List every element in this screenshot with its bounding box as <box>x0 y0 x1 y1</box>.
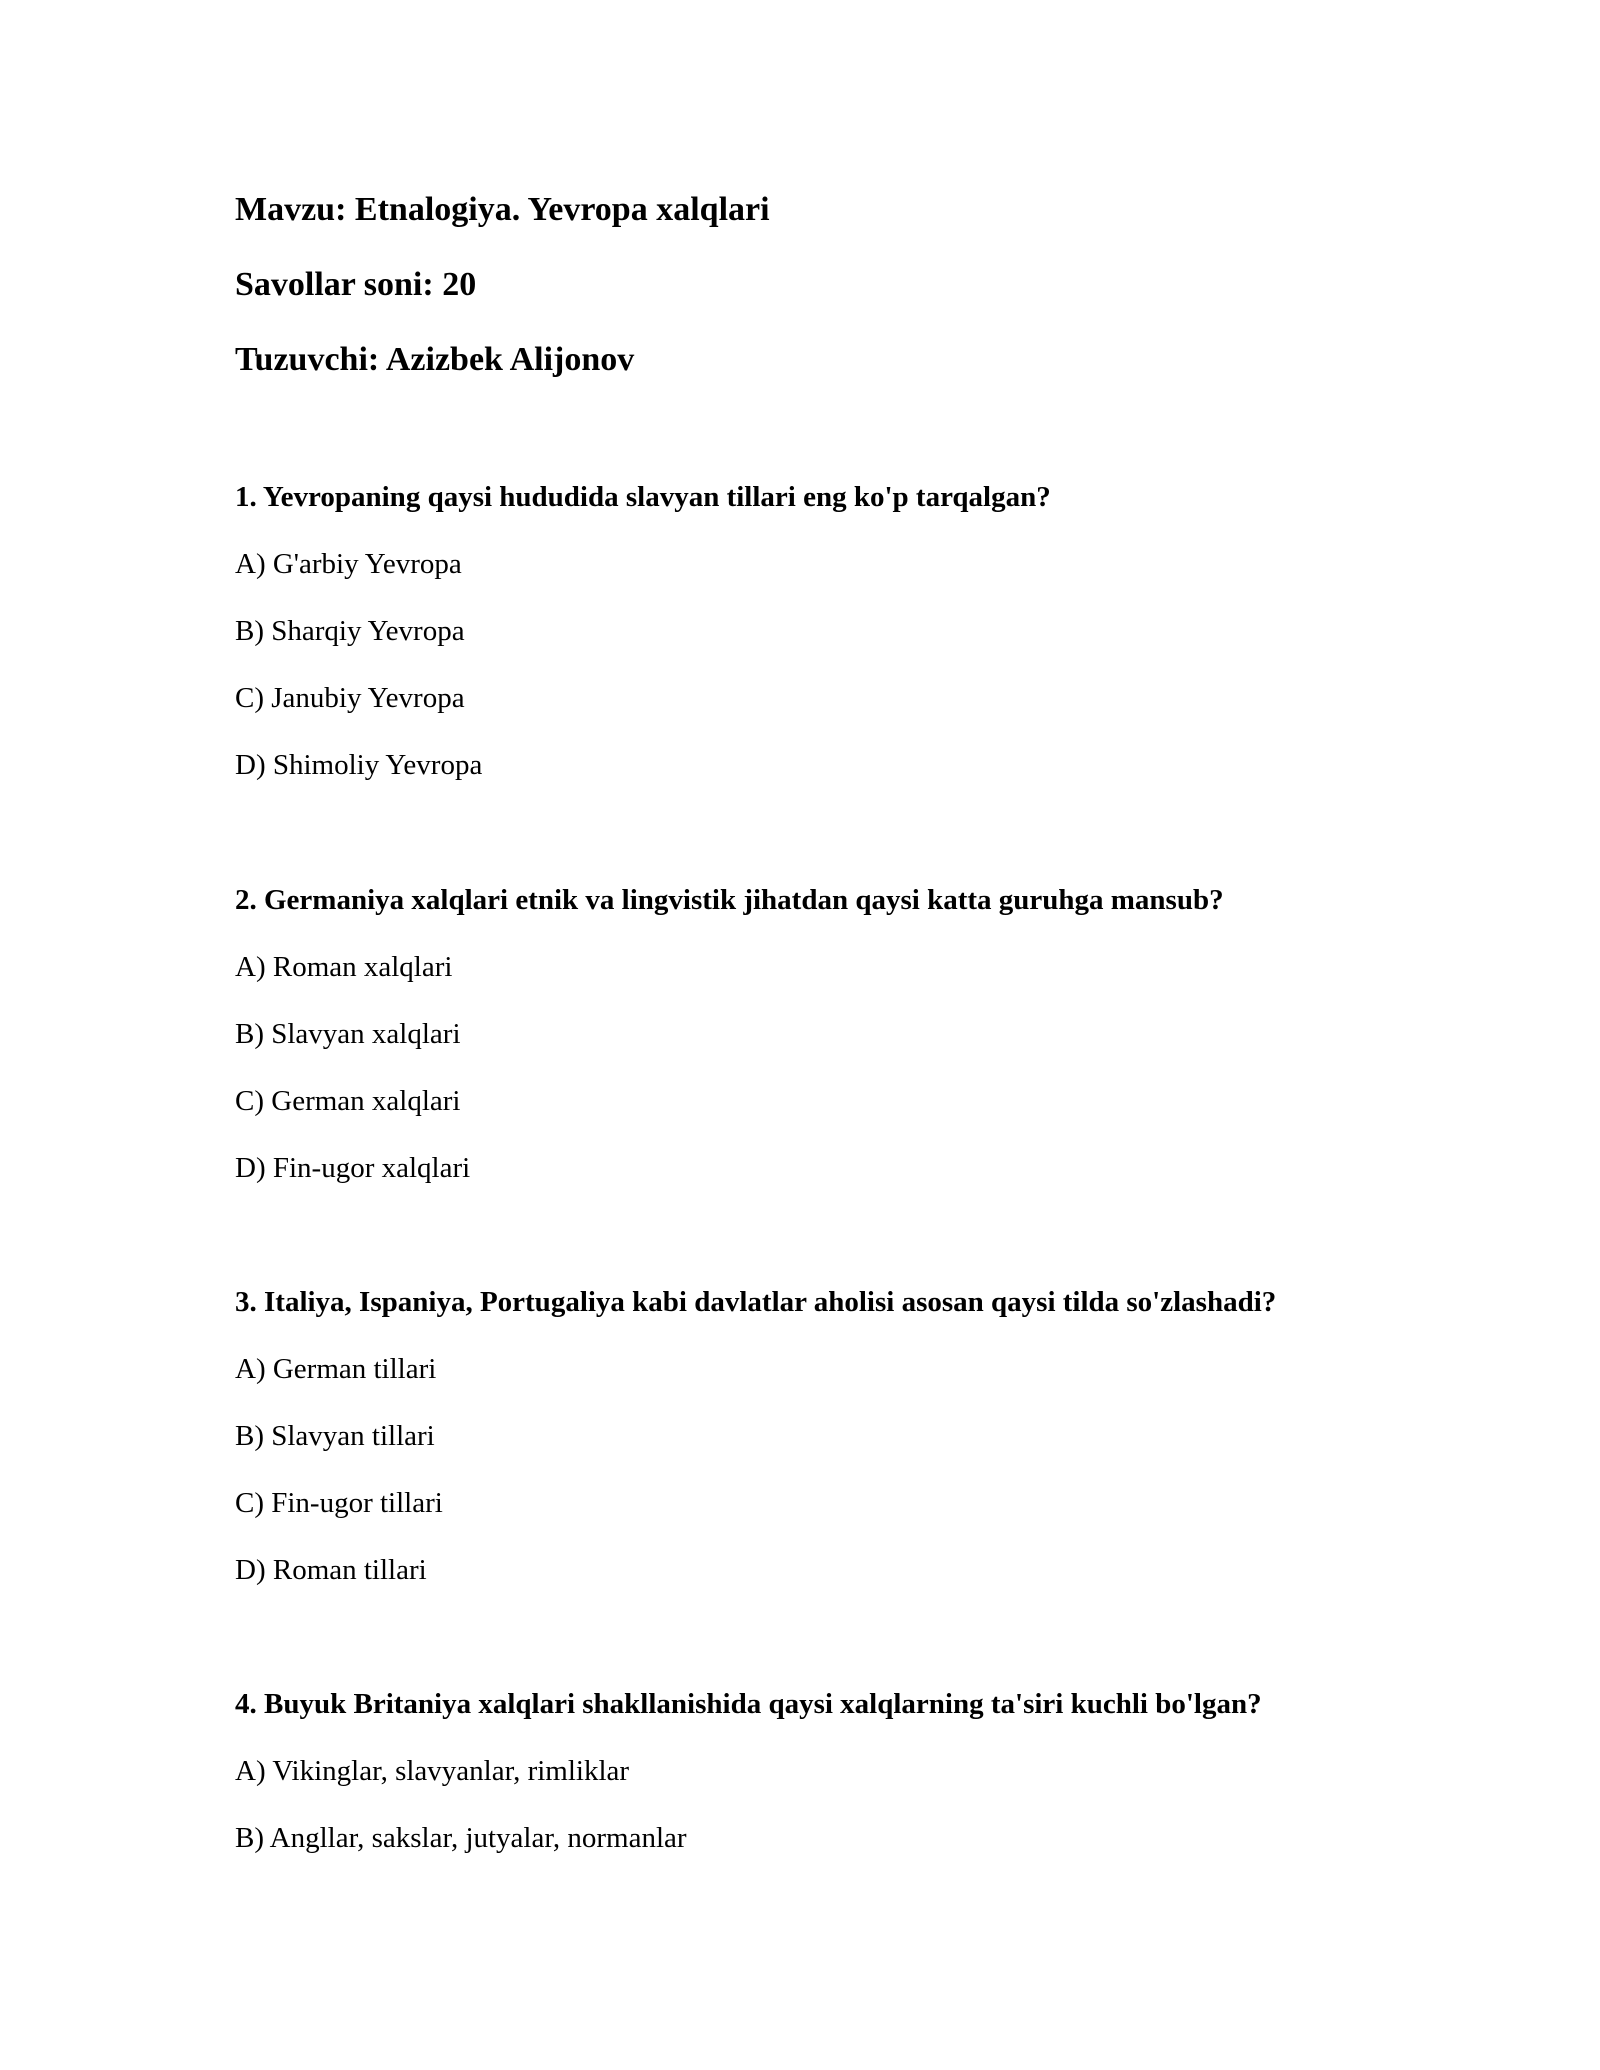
answer-option: B) Angllar, sakslar, jutyalar, normanlar <box>235 1822 687 1854</box>
question-count: Savollar soni: 20 <box>235 266 477 303</box>
answer-option: A) German tillari <box>235 1353 437 1385</box>
answer-option: D) Roman tillari <box>235 1554 427 1586</box>
answer-option: C) German xalqlari <box>235 1085 461 1117</box>
topic-heading: Mavzu: Etnalogiya. Yevropa xalqlari <box>235 191 770 228</box>
answer-option: A) Roman xalqlari <box>235 951 453 983</box>
answer-option: A) G'arbiy Yevropa <box>235 548 462 580</box>
answer-option: B) Sharqiy Yevropa <box>235 615 465 647</box>
answer-option: C) Janubiy Yevropa <box>235 682 465 714</box>
answer-option: B) Slavyan tillari <box>235 1420 435 1452</box>
answer-option: B) Slavyan xalqlari <box>235 1018 461 1050</box>
answer-option: A) Vikinglar, slavyanlar, rimliklar <box>235 1755 630 1787</box>
question-text: 2. Germaniya xalqlari etnik va lingvistik jihatdan qaysi katta guruhga mansub? <box>235 884 1224 916</box>
answer-option: C) Fin-ugor tillari <box>235 1487 443 1519</box>
question-text: 1. Yevropaning qaysi hududida slavyan tillari eng ko'p tarqalgan? <box>235 481 1051 513</box>
question-text: 4. Buyuk Britaniya xalqlari shakllanishida qaysi xalqlarning ta'siri kuchli bo'lgan? <box>235 1688 1262 1720</box>
answer-option: D) Shimoliy Yevropa <box>235 749 483 781</box>
author-line: Tuzuvchi: Azizbek Alijonov <box>235 341 635 378</box>
question-text: 3. Italiya, Ispaniya, Portugaliya kabi davlatlar aholisi asosan qaysi tilda so'zlashadi? <box>235 1286 1277 1318</box>
answer-option: D) Fin-ugor xalqlari <box>235 1152 471 1184</box>
